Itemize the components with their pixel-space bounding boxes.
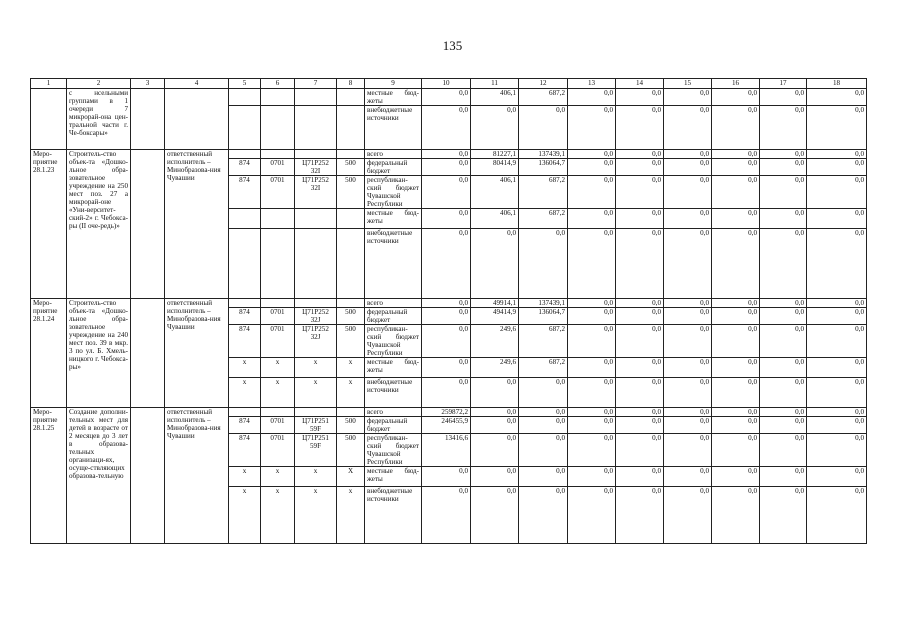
kbk-code	[229, 209, 261, 229]
column-number-row	[31, 79, 867, 89]
measure-description: Строитель-ство объек-та «Дошко-льное обра-зовательное учреждение на 240 мест поз. 39 в мкр. 3 по ул. Б. Хмель-ницкого г. Чебокса-ры»	[67, 299, 131, 408]
target-code-cell	[295, 106, 337, 150]
table-row	[31, 408, 867, 417]
value-cell: 0,0	[519, 487, 568, 544]
value-cell: 0,0	[616, 358, 664, 378]
target-code: Ц71Р252 32I	[295, 176, 337, 209]
value-cell: 0,0	[568, 487, 616, 544]
column-header: 10	[422, 79, 471, 89]
target-code	[295, 209, 337, 229]
target-code: Ц71Р252 32I	[295, 159, 337, 176]
executor: ответственный исполнитель – Минобразова-ния Чувашии	[165, 299, 229, 408]
section-code	[261, 150, 295, 159]
expense-type	[337, 408, 365, 417]
value-cell: 0,0	[664, 150, 712, 159]
value-cell: 0,0	[760, 176, 807, 209]
value-cell: 0,0	[422, 308, 471, 325]
value-cell: 0,0	[616, 417, 664, 434]
value-cell: 0,0	[712, 106, 760, 150]
section-code: x	[261, 487, 295, 544]
value-cell: 49914,1	[471, 299, 519, 308]
expense-type	[337, 150, 365, 159]
funding-source: внебюджетные источники	[365, 487, 422, 544]
value-cell: 0,0	[760, 378, 807, 408]
column-header: 15	[664, 79, 712, 89]
value-cell: 0,0	[471, 378, 519, 408]
value-cell: 0,0	[712, 378, 760, 408]
value-cell: 0,0	[712, 308, 760, 325]
value-cell: 0,0	[664, 106, 712, 150]
value-cell: 0,0	[616, 150, 664, 159]
value-cell: 0,0	[616, 89, 664, 106]
value-cell: 0,0	[471, 487, 519, 544]
section-code: 0701	[261, 434, 295, 467]
funding-source: местные бюд-жеты	[365, 467, 422, 487]
kbk-code: x	[229, 358, 261, 378]
value-cell: 0,0	[760, 229, 807, 299]
measure-description: с нсельными группами в 1 очереди 7 микрорай-она цен-тральной части г. Че-боксары»	[67, 89, 131, 150]
value-cell: 249,6	[471, 325, 519, 358]
value-cell: 0,0	[616, 176, 664, 209]
value-cell: 0,0	[568, 209, 616, 229]
funding-source: республикан-ский бюджет Чувашской Республики	[365, 434, 422, 467]
funding-source: внебюджетные источники	[365, 229, 422, 299]
value-cell: 0,0	[422, 209, 471, 229]
funding-source: внебюджетные источники	[365, 378, 422, 408]
value-cell: 0,0	[568, 150, 616, 159]
table-body	[31, 89, 867, 544]
value-cell: 0,0	[807, 229, 867, 299]
value-cell: 136064,7	[519, 159, 568, 176]
value-cell: 0,0	[422, 176, 471, 209]
value-cell: 0,0	[807, 358, 867, 378]
value-cell: 0,0	[664, 229, 712, 299]
target-code	[295, 229, 337, 299]
value-cell: 0,0	[807, 106, 867, 150]
expense-type: x	[337, 358, 365, 378]
value-cell: 687,2	[519, 176, 568, 209]
value-cell: 0,0	[616, 408, 664, 417]
measure-code-cell	[31, 89, 67, 150]
target-code: Ц71Р252 32J	[295, 325, 337, 358]
value-cell: 0,0	[471, 229, 519, 299]
value-cell: 0,0	[760, 325, 807, 358]
funding-source: местные бюд-жеты	[365, 89, 422, 106]
value-cell: 0,0	[760, 299, 807, 308]
value-cell: 0,0	[664, 176, 712, 209]
value-cell: 0,0	[422, 106, 471, 150]
value-cell: 0,0	[760, 159, 807, 176]
value-cell: 0,0	[568, 408, 616, 417]
value-cell: 0,0	[760, 408, 807, 417]
kbk-code: 874	[229, 176, 261, 209]
funding-source: федеральный бюджет	[365, 308, 422, 325]
value-cell: 259872,2	[422, 408, 471, 417]
executor: ответственный исполнитель – Минобразова-ния Чувашии	[165, 408, 229, 544]
value-cell: 0,0	[712, 209, 760, 229]
target-code: x	[295, 467, 337, 487]
table-row	[31, 150, 867, 159]
value-cell: 137439,1	[519, 150, 568, 159]
funding-source: федеральный бюджет	[365, 417, 422, 434]
value-cell: 0,0	[712, 159, 760, 176]
value-cell: 0,0	[568, 89, 616, 106]
value-cell: 0,0	[616, 487, 664, 544]
target-code-cell	[295, 89, 337, 106]
value-cell: 687,2	[519, 209, 568, 229]
value-cell: 137439,1	[519, 299, 568, 308]
kbk-code-cell	[229, 89, 261, 106]
executor-cell	[165, 89, 229, 150]
value-cell: 249,6	[471, 358, 519, 378]
value-cell: 0,0	[471, 434, 519, 467]
value-cell: 0,0	[422, 229, 471, 299]
target-code: x	[295, 487, 337, 544]
value-cell: 0,0	[712, 299, 760, 308]
funding-source: республикан-ский бюджет Чувашской Республики	[365, 176, 422, 209]
column-header: 13	[568, 79, 616, 89]
value-cell: 0,0	[807, 378, 867, 408]
value-cell: 0,0	[807, 408, 867, 417]
program-table	[30, 78, 867, 544]
value-cell: 687,2	[519, 325, 568, 358]
value-cell: 0,0	[422, 378, 471, 408]
column-header: 8	[337, 79, 365, 89]
value-cell: 0,0	[519, 434, 568, 467]
value-cell: 0,0	[760, 358, 807, 378]
column-header: 11	[471, 79, 519, 89]
value-cell: 0,0	[807, 209, 867, 229]
value-cell: 0,0	[712, 176, 760, 209]
measure-description: Строитель-ство объек-та «Дошко-льное обра-зовательное учреждение на 250 мест поз. 27 а микрорай-оне «Уни-верситет-ский-2» г. Чебокса-ры (II оче-редь)»	[67, 150, 131, 299]
value-cell: 0,0	[712, 467, 760, 487]
value-cell: 0,0	[807, 150, 867, 159]
value-cell: 0,0	[422, 89, 471, 106]
value-cell: 0,0	[664, 209, 712, 229]
table-row	[31, 89, 867, 106]
value-cell: 0,0	[664, 159, 712, 176]
target-code	[295, 299, 337, 308]
value-cell: 687,2	[519, 358, 568, 378]
value-cell: 0,0	[664, 325, 712, 358]
expense-type: 500	[337, 308, 365, 325]
value-cell: 0,0	[422, 487, 471, 544]
column-header: 12	[519, 79, 568, 89]
target-code: Ц71Р251 59F	[295, 434, 337, 467]
target-code	[295, 408, 337, 417]
funding-source: республикан-ский бюджет Чувашской Республики	[365, 325, 422, 358]
column-header: 3	[131, 79, 165, 89]
value-cell: 0,0	[712, 408, 760, 417]
value-cell: 0,0	[616, 106, 664, 150]
value-cell: 0,0	[712, 89, 760, 106]
value-cell: 0,0	[471, 106, 519, 150]
value-cell: 0,0	[807, 159, 867, 176]
value-cell: 0,0	[760, 308, 807, 325]
value-cell: 406,1	[471, 176, 519, 209]
value-cell: 0,0	[712, 325, 760, 358]
value-cell: 0,0	[712, 150, 760, 159]
value-cell: 0,0	[568, 378, 616, 408]
value-cell: 0,0	[519, 229, 568, 299]
value-cell: 0,0	[519, 408, 568, 417]
value-cell: 0,0	[422, 159, 471, 176]
value-cell: 0,0	[712, 229, 760, 299]
value-cell: 0,0	[616, 229, 664, 299]
section-code-cell	[261, 106, 295, 150]
value-cell: 0,0	[807, 308, 867, 325]
value-cell: 0,0	[519, 417, 568, 434]
value-cell: 0,0	[471, 417, 519, 434]
kbk-code-cell	[229, 106, 261, 150]
section-code	[261, 299, 295, 308]
expense-type-cell	[337, 89, 365, 106]
value-cell: 0,0	[807, 176, 867, 209]
funding-source: всего	[365, 408, 422, 417]
column-header: 5	[229, 79, 261, 89]
value-cell: 0,0	[712, 487, 760, 544]
column-header: 18	[807, 79, 867, 89]
section-code-cell	[261, 89, 295, 106]
target-code: Ц71Р252 32J	[295, 308, 337, 325]
section-code: 0701	[261, 325, 295, 358]
section-code: x	[261, 378, 295, 408]
section-code: 0701	[261, 159, 295, 176]
value-cell: 80414,9	[471, 159, 519, 176]
value-cell: 0,0	[664, 299, 712, 308]
empty-cell	[131, 408, 165, 544]
value-cell: 0,0	[568, 325, 616, 358]
value-cell: 0,0	[664, 417, 712, 434]
funding-source: федеральный бюджет	[365, 159, 422, 176]
value-cell: 0,0	[712, 434, 760, 467]
measure-description: Создание дополни-тельных мест для детей в возрасте от 2 месяцев до 3 лет в образова-тельных организаци-ях, осуще-ствляющих образова-тельную	[67, 408, 131, 544]
target-code: Ц71Р251 59F	[295, 417, 337, 434]
value-cell: 0,0	[760, 467, 807, 487]
value-cell: 687,2	[519, 89, 568, 106]
expense-type-cell	[337, 106, 365, 150]
funding-source: внебюджетные источники	[365, 106, 422, 150]
kbk-code: 874	[229, 159, 261, 176]
value-cell: 136064,7	[519, 308, 568, 325]
section-code: x	[261, 358, 295, 378]
kbk-code: 874	[229, 434, 261, 467]
measure-code: Меро-приятие 28.1.24	[31, 299, 67, 408]
value-cell: 0,0	[760, 417, 807, 434]
value-cell: 406,1	[471, 89, 519, 106]
value-cell: 0,0	[616, 378, 664, 408]
value-cell: 0,0	[568, 358, 616, 378]
kbk-code: x	[229, 467, 261, 487]
section-code	[261, 408, 295, 417]
empty-cell	[131, 150, 165, 299]
measure-code: Меро-приятие 28.1.23	[31, 150, 67, 299]
value-cell: 0,0	[471, 467, 519, 487]
target-code: x	[295, 358, 337, 378]
value-cell: 0,0	[760, 434, 807, 467]
expense-type: 500	[337, 434, 365, 467]
value-cell: 0,0	[664, 89, 712, 106]
value-cell: 0,0	[568, 106, 616, 150]
value-cell: 0,0	[568, 176, 616, 209]
kbk-code: x	[229, 378, 261, 408]
value-cell: 0,0	[422, 325, 471, 358]
value-cell: 0,0	[712, 358, 760, 378]
value-cell: 0,0	[760, 89, 807, 106]
value-cell: 0,0	[422, 358, 471, 378]
value-cell: 0,0	[519, 106, 568, 150]
value-cell: 49414,9	[471, 308, 519, 325]
value-cell: 0,0	[568, 299, 616, 308]
value-cell: 0,0	[568, 229, 616, 299]
value-cell: 0,0	[664, 358, 712, 378]
value-cell: 0,0	[664, 408, 712, 417]
column-header: 2	[67, 79, 131, 89]
value-cell: 0,0	[712, 417, 760, 434]
funding-source: местные бюд-жеты	[365, 209, 422, 229]
kbk-code	[229, 299, 261, 308]
expense-type: x	[337, 487, 365, 544]
kbk-code	[229, 408, 261, 417]
value-cell: 13416,6	[422, 434, 471, 467]
expense-type: x	[337, 378, 365, 408]
expense-type	[337, 299, 365, 308]
value-cell: 0,0	[664, 434, 712, 467]
value-cell: 0,0	[568, 467, 616, 487]
section-code	[261, 209, 295, 229]
value-cell: 0,0	[568, 434, 616, 467]
empty-cell	[131, 89, 165, 150]
value-cell: 0,0	[519, 378, 568, 408]
value-cell: 0,0	[616, 308, 664, 325]
column-header: 1	[31, 79, 67, 89]
value-cell: 0,0	[422, 299, 471, 308]
value-cell: 0,0	[760, 106, 807, 150]
value-cell: 0,0	[807, 487, 867, 544]
value-cell: 0,0	[422, 150, 471, 159]
value-cell: 0,0	[664, 308, 712, 325]
kbk-code	[229, 150, 261, 159]
kbk-code: 874	[229, 325, 261, 358]
value-cell: 0,0	[519, 467, 568, 487]
value-cell: 0,0	[760, 150, 807, 159]
expense-type: X	[337, 467, 365, 487]
section-code: 0701	[261, 417, 295, 434]
funding-source: всего	[365, 150, 422, 159]
page-number: 135	[442, 38, 463, 53]
value-cell: 0,0	[664, 378, 712, 408]
value-cell: 0,0	[616, 209, 664, 229]
empty-cell	[131, 299, 165, 408]
value-cell: 0,0	[807, 89, 867, 106]
table-row	[31, 299, 867, 308]
column-header: 16	[712, 79, 760, 89]
expense-type: 500	[337, 325, 365, 358]
column-header: 4	[165, 79, 229, 89]
kbk-code: 874	[229, 308, 261, 325]
section-code	[261, 229, 295, 299]
value-cell: 0,0	[616, 299, 664, 308]
executor: ответственный исполнитель – Минобразова-ния Чувашии	[165, 150, 229, 299]
column-header: 7	[295, 79, 337, 89]
value-cell: 0,0	[471, 408, 519, 417]
kbk-code: 874	[229, 417, 261, 434]
expense-type	[337, 209, 365, 229]
column-header: 6	[261, 79, 295, 89]
funding-source: местные бюд-жеты	[365, 358, 422, 378]
value-cell: 0,0	[568, 417, 616, 434]
value-cell: 0,0	[760, 487, 807, 544]
section-code: x	[261, 467, 295, 487]
kbk-code: x	[229, 487, 261, 544]
value-cell: 0,0	[422, 467, 471, 487]
column-header: 17	[760, 79, 807, 89]
column-header: 14	[616, 79, 664, 89]
value-cell: 0,0	[807, 299, 867, 308]
section-code: 0701	[261, 176, 295, 209]
value-cell: 0,0	[568, 159, 616, 176]
target-code: x	[295, 378, 337, 408]
expense-type	[337, 229, 365, 299]
value-cell: 406,1	[471, 209, 519, 229]
value-cell: 0,0	[616, 467, 664, 487]
value-cell: 81227,1	[471, 150, 519, 159]
value-cell: 0,0	[807, 417, 867, 434]
funding-source: всего	[365, 299, 422, 308]
value-cell: 0,0	[568, 308, 616, 325]
value-cell: 0,0	[616, 325, 664, 358]
value-cell: 0,0	[807, 434, 867, 467]
section-code: 0701	[261, 308, 295, 325]
value-cell: 246455,9	[422, 417, 471, 434]
value-cell: 0,0	[616, 434, 664, 467]
column-header: 9	[365, 79, 422, 89]
measure-code: Меро-приятие 28.1.25	[31, 408, 67, 544]
value-cell: 0,0	[664, 487, 712, 544]
value-cell: 0,0	[760, 209, 807, 229]
expense-type: 500	[337, 417, 365, 434]
value-cell: 0,0	[664, 467, 712, 487]
value-cell: 0,0	[616, 159, 664, 176]
expense-type: 500	[337, 176, 365, 209]
value-cell: 0,0	[807, 325, 867, 358]
expense-type: 500	[337, 159, 365, 176]
value-cell: 0,0	[807, 467, 867, 487]
target-code	[295, 150, 337, 159]
kbk-code	[229, 229, 261, 299]
